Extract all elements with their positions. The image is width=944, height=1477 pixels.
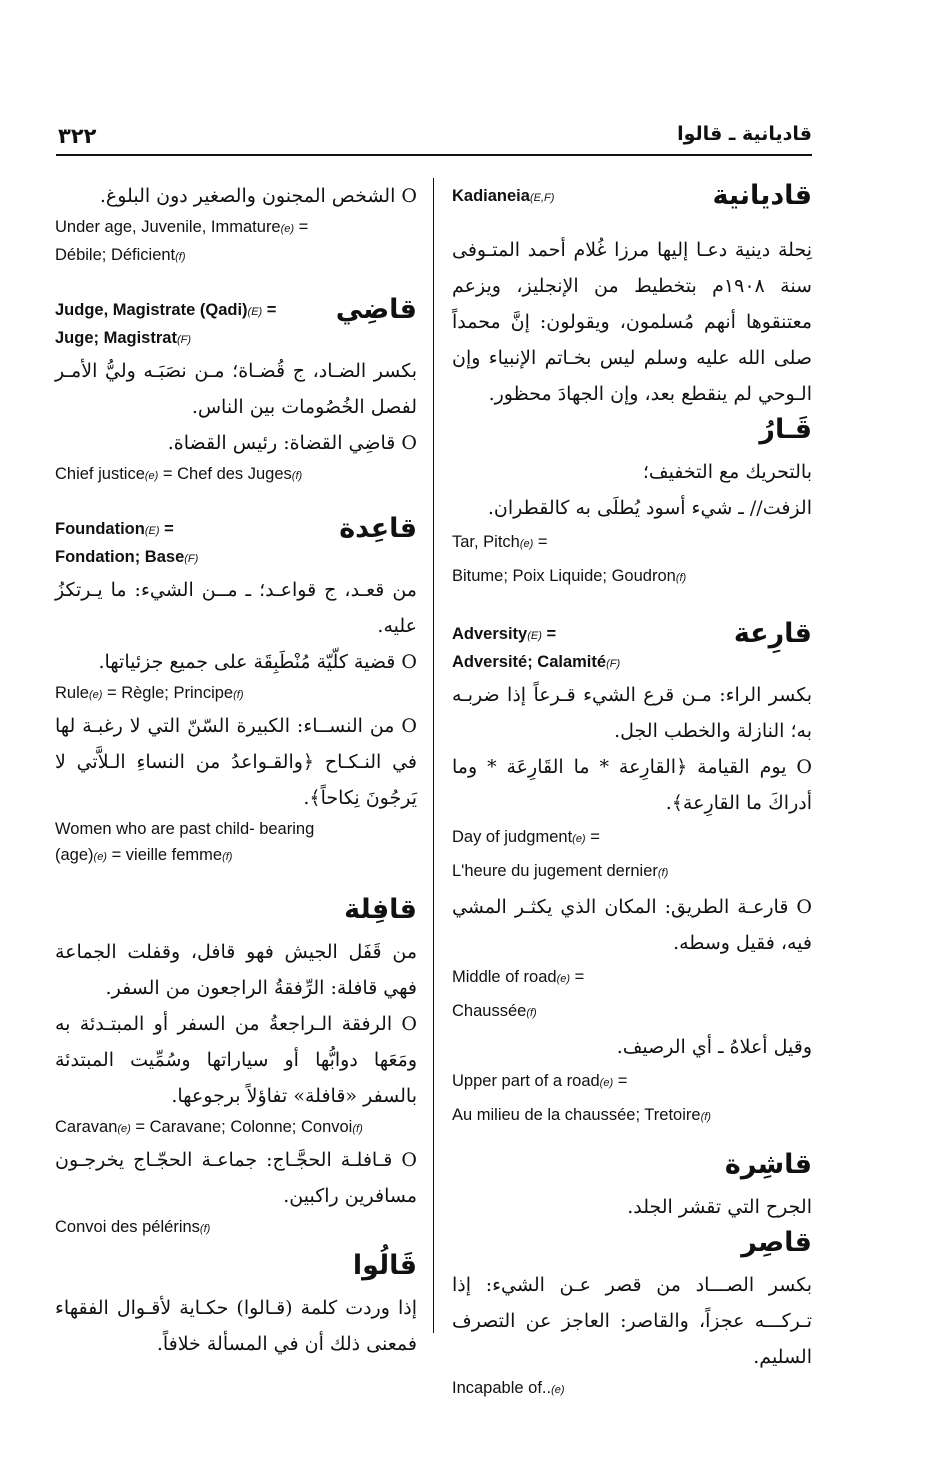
definition: الجرح التي تقشر الجلد. bbox=[627, 1196, 812, 1218]
entry-qasir bbox=[452, 1225, 812, 1403]
entry-qaidah bbox=[55, 511, 417, 870]
running-head: قاديانية ـ قالوا bbox=[677, 123, 812, 145]
sense: O الرفقة الـراجعةُ من السفر أو المبتـدئة به ومَعَها دوابُّها أو سياراتها وسُمِّيت المبتدئة بالسفر «قافلة» تفاؤلاً برجوعها. bbox=[55, 1013, 417, 1107]
right-column bbox=[452, 178, 812, 1403]
english-equivalent: Judge, Magistrate (Qadi)(E) = Juge; Magistrat(F) bbox=[55, 301, 277, 347]
spacer bbox=[55, 489, 417, 511]
definition: نِحلة دينية دعـا إليها مرزا غُلام أحمد المتـوفى سنة ١٩٠٨م بتخطيط من الإنجليز، ويزعم معتنقوها أنهم مُسلمون، ويقولون: إنَّ محمداً صلى الله عليه وسلم ليس بخـاتم الإنبياء وإن الـوحي لم ينقطع بعد، وإن الجهادَ محظور. bbox=[452, 239, 812, 405]
entry-head bbox=[55, 892, 417, 934]
entry-head bbox=[452, 616, 812, 677]
left-column bbox=[55, 178, 417, 1362]
headword: قافِلة bbox=[344, 894, 417, 925]
definition: من قَفَل الجيش فهو قافل، وقفلت الجماعة فهي قافلة: الرِّفقةُ الراجعون من السفر. bbox=[55, 941, 417, 999]
page-header bbox=[56, 118, 812, 156]
translation: Au milieu de la chaussée; Tretoire(f) bbox=[452, 1106, 711, 1124]
headword: قاصِر bbox=[741, 1227, 812, 1258]
column-divider bbox=[433, 178, 434, 1333]
english-equivalent: Kadianeia(E,F) bbox=[452, 187, 555, 205]
entry-head bbox=[452, 1225, 812, 1267]
translation: Middle of road(e) = bbox=[452, 968, 585, 986]
entry-head bbox=[452, 1147, 812, 1189]
headword: قَالُوا bbox=[352, 1250, 417, 1281]
english-equivalent: Foundation(E) = Fondation; Base(F) bbox=[55, 520, 199, 566]
entry-minor-continued bbox=[55, 178, 417, 270]
spacer bbox=[55, 270, 417, 292]
entry-head bbox=[55, 511, 417, 572]
sense: وقيل أعلاهُ ـ أي الرصيف. bbox=[616, 1036, 812, 1058]
translation: Bitume; Poix Liquide; Goudron(f) bbox=[452, 567, 687, 585]
headword: قَـارُ bbox=[759, 414, 812, 445]
translation: Women who are past child- bearing bbox=[55, 820, 315, 838]
entry-qashirah bbox=[452, 1147, 812, 1225]
headword: قاضِي bbox=[335, 294, 417, 325]
definition-line: الزفت// ـ شيء أسود يُطلَى به كالقطران. bbox=[487, 497, 812, 519]
entry-qar bbox=[452, 412, 812, 594]
translation: L'heure du jugement dernier(f) bbox=[452, 862, 669, 880]
entry-qalu bbox=[55, 1248, 417, 1362]
translation: Chaussée(f) bbox=[452, 1002, 537, 1020]
entry-qariah bbox=[452, 616, 812, 1133]
spacer bbox=[452, 594, 812, 616]
headword: قارِعة bbox=[733, 618, 812, 649]
translation: Rule(e) = Règle; Principe(f) bbox=[55, 684, 244, 702]
translation: Day of judgment(e) = bbox=[452, 828, 600, 846]
entry-head bbox=[55, 1248, 417, 1290]
translation: Convoi des pélérins(f) bbox=[55, 1218, 211, 1236]
translation: Incapable of..(e) bbox=[452, 1379, 565, 1397]
definition: بكسر الصـــاد من قصر عـن الشيء: إذا تـركـــه عجزاً، والقاصر: العاجز عن التصرف السليم. bbox=[452, 1274, 812, 1368]
headword: قاعِدة bbox=[339, 513, 417, 544]
translation: Tar, Pitch(e) = bbox=[452, 533, 548, 551]
translation: Under age, Juvenile, Immature(e) = bbox=[55, 218, 309, 236]
entry-qadi bbox=[55, 292, 417, 489]
sense: O الشخص المجنون والصغير دون البلوغ. bbox=[99, 185, 417, 207]
header-rule bbox=[56, 154, 812, 156]
definition: إذا وردت كلمة (قـالوا) حكـاية لأقـوال الفقهاء فمعنى ذلك أن في المسألة خلافاً. bbox=[55, 1297, 417, 1355]
translation: Débile; Déficient(f) bbox=[55, 246, 186, 264]
headword: قاشِرة bbox=[724, 1149, 812, 1180]
sense: O قـافلـة الحجَّـاج: جماعـة الحجّـاج يخرجـون مسافرين راكبين. bbox=[55, 1149, 417, 1207]
definition-line: بالتحريك مع التخفيف؛ bbox=[642, 461, 812, 483]
spacer bbox=[55, 870, 417, 892]
translation: Chief justice(e) = Chef des Juges(f) bbox=[55, 465, 303, 483]
entry-head bbox=[452, 412, 812, 454]
english-equivalent: Adversity(E) = Adversité; Calamité(F) bbox=[452, 625, 621, 671]
sense: O قضية كلّيّة مُنْطَبِقَة على جميع جزئياتها. bbox=[98, 651, 417, 673]
entry-qafilah bbox=[55, 892, 417, 1242]
definition: بكسر الراء: مـن قرع الشيء قـرعاً إذا ضربـه به؛ النازلة والخطب الجل. bbox=[452, 684, 812, 742]
definition: بكسر الضـاد، ج قُضـاة؛ مـن نصَبَـه وليُّ الأمـر لفصل الخُصُومات بين الناس. bbox=[55, 360, 417, 418]
translation: Upper part of a road(e) = bbox=[452, 1072, 628, 1090]
entry-head bbox=[55, 292, 417, 353]
page-number: ٣٢٢ bbox=[58, 124, 97, 148]
translation: Caravan(e) = Caravane; Colonne; Convoi(f) bbox=[55, 1118, 363, 1136]
translation: (age)(e) = vieille femme(f) bbox=[55, 846, 233, 864]
sense: O قاضِي القضاة: رئيس القضاة. bbox=[167, 432, 417, 454]
entry-kadianeia bbox=[452, 178, 812, 412]
headword: قاديانية bbox=[712, 180, 812, 211]
entry-head bbox=[452, 178, 812, 232]
sense: O من النســاء: الكبيرة السّنّ التي لا رغبـة لها في النـكـاح ﴿والقـواعدُ من النساءِ الـلاَّتي لا يَرجُونَ نِكاحاً﴾. bbox=[55, 715, 417, 809]
sense: O قارعـة الطريق: المكان الذي يكثـر المشي فيه، فقيل وسطه. bbox=[452, 896, 812, 954]
spacer bbox=[452, 1133, 812, 1147]
sense: O يوم القيامة ﴿القارِعة * ما القَارِعَة * وما أدراكَ ما القارِعة﴾. bbox=[452, 756, 812, 814]
definition: من قعـد، ج قواعـد؛ ـ مــن الشيء: ما يـرتكزُ عليه. bbox=[55, 579, 417, 637]
